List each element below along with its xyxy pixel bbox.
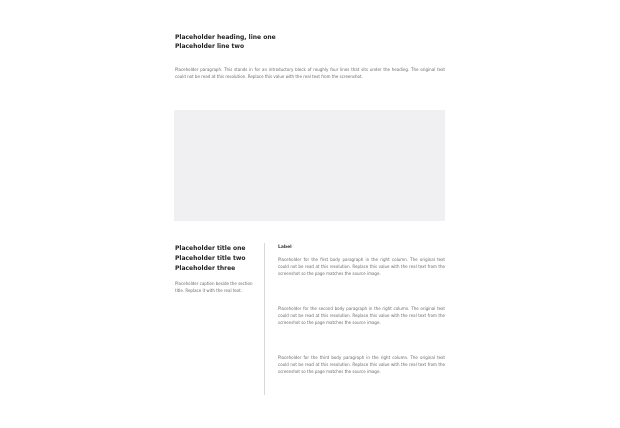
intro-paragraph: Placeholder paragraph. This stands in for an introductory block of roughly four lines that sits under the heading. The original text could not be read at this resolution. Replace this value with the real text from the screenshot. bbox=[175, 67, 445, 79]
image-placeholder bbox=[174, 110, 445, 221]
section-title-line-1: Placeholder title one bbox=[175, 245, 246, 252]
section-description: Placeholder caption beside the section title. Replace it with the real text. bbox=[175, 281, 253, 293]
article-heading bbox=[175, 33, 475, 51]
section-title-line-3: Placeholder three bbox=[175, 265, 236, 272]
article-heading-line-1: Placeholder heading, line one bbox=[175, 34, 276, 41]
body-paragraph-3: Placeholder for the third body paragraph in the right column. The original text could not be read at this resolution. Replace this value with the real text from the screenshot so the page matches the source image. bbox=[278, 355, 445, 374]
section-title-line-2: Placeholder title two bbox=[175, 255, 246, 262]
body-paragraph-1: Placeholder for the first body paragraph in the right column. The original text could not be read at this resolution. Replace this value with the real text from the screenshot so the page matches the source image. bbox=[278, 257, 445, 276]
section-title bbox=[175, 244, 265, 274]
body-paragraph-2: Placeholder for the second body paragraph in the right column. The original text could not be read at this resolution. Replace this value with the real text from the screenshot so the page matches the source image. bbox=[278, 306, 445, 325]
article-heading-line-2: Placeholder line two bbox=[175, 43, 245, 50]
column-divider bbox=[264, 243, 265, 395]
section-label: Label bbox=[278, 245, 292, 250]
